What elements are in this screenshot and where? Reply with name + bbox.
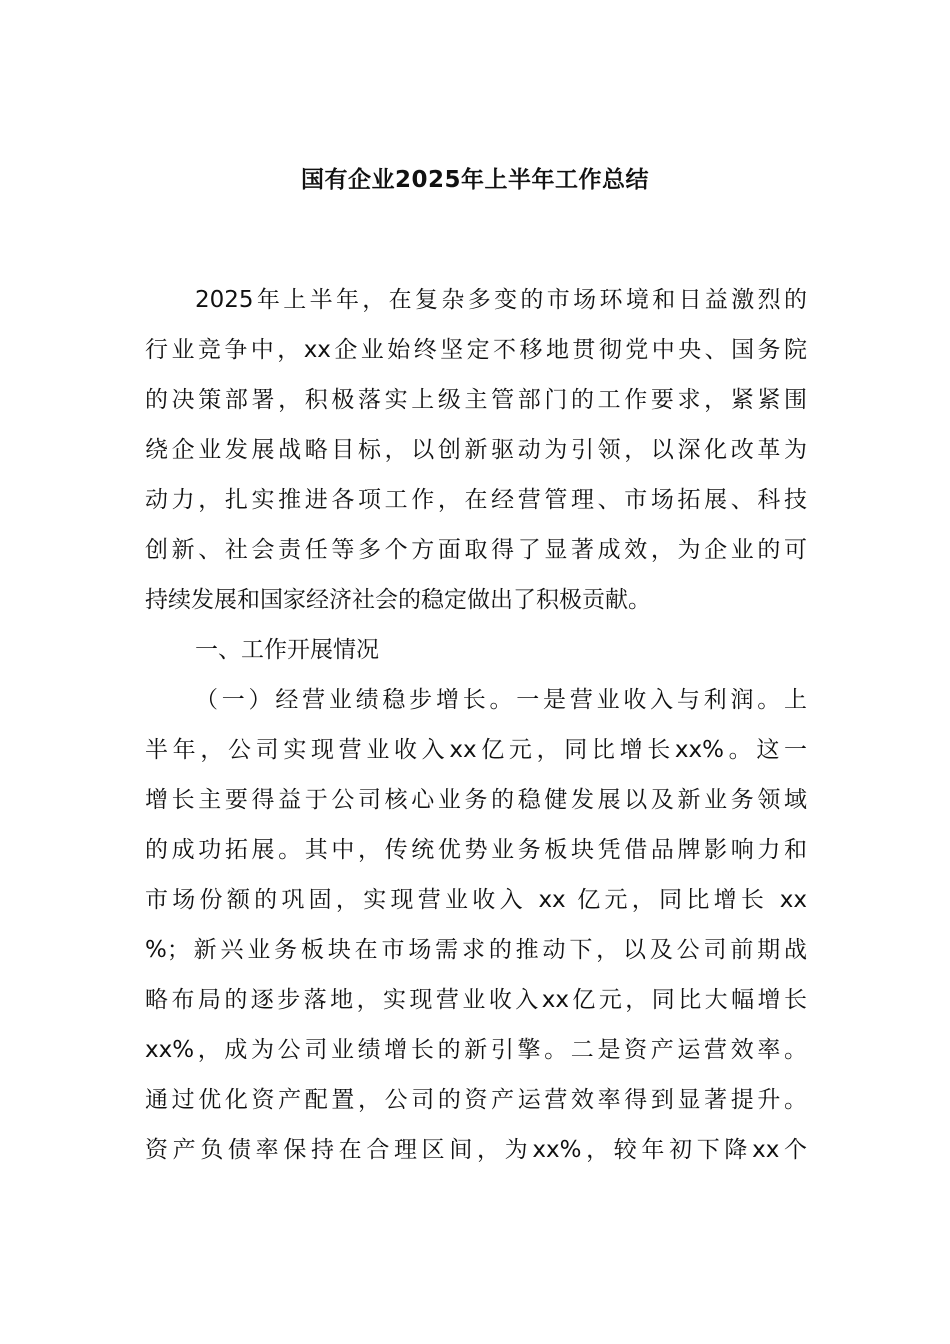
paragraph-line: 通过优化资产配置，公司的资产运营效率得到显著提升。 xyxy=(145,1087,807,1113)
paragraph-line: 略布局的逐步落地，实现营业收入xx亿元，同比大幅增长 xyxy=(145,987,807,1013)
section-heading: 一、工作开展情况 xyxy=(195,637,379,663)
paragraph-line: %；新兴业务板块在市场需求的推动下，以及公司前期战 xyxy=(145,937,807,963)
paragraph-line: 的决策部署，积极落实上级主管部门的工作要求，紧紧围 xyxy=(145,387,807,413)
paragraph-line: 资产负债率保持在合理区间，为xx%，较年初下降xx个 xyxy=(145,1137,807,1163)
paragraph-line: 持续发展和国家经济社会的稳定做出了积极贡献。 xyxy=(145,587,651,613)
paragraph-line: 创新、社会责任等多个方面取得了显著成效，为企业的可 xyxy=(145,537,807,563)
paragraph-line: 2025年上半年，在复杂多变的市场环境和日益激烈的 xyxy=(195,287,807,313)
paragraph-line: xx%，成为公司业绩增长的新引擎。二是资产运营效率。 xyxy=(145,1037,807,1063)
paragraph-line: 增长主要得益于公司核心业务的稳健发展以及新业务领域 xyxy=(145,787,807,813)
paragraph-line: 的成功拓展。其中，传统优势业务板块凭借品牌影响力和 xyxy=(145,837,807,863)
paragraph-line: （一）经营业绩稳步增长。一是营业收入与利润。上 xyxy=(195,687,807,713)
paragraph-line: 半年，公司实现营业收入xx亿元，同比增长xx%。这一 xyxy=(145,737,807,763)
paragraph-line: 动力，扎实推进各项工作，在经营管理、市场拓展、科技 xyxy=(145,487,807,513)
paragraph-line: 绕企业发展战略目标，以创新驱动为引领，以深化改革为 xyxy=(145,437,807,463)
paragraph-line: 市场份额的巩固，实现营业收入 xx 亿元，同比增长 xx xyxy=(145,887,807,913)
paragraph-line: 行业竞争中，xx企业始终坚定不移地贯彻党中央、国务院 xyxy=(145,337,807,363)
document-title: 国有企业2025年上半年工作总结 xyxy=(300,167,649,193)
